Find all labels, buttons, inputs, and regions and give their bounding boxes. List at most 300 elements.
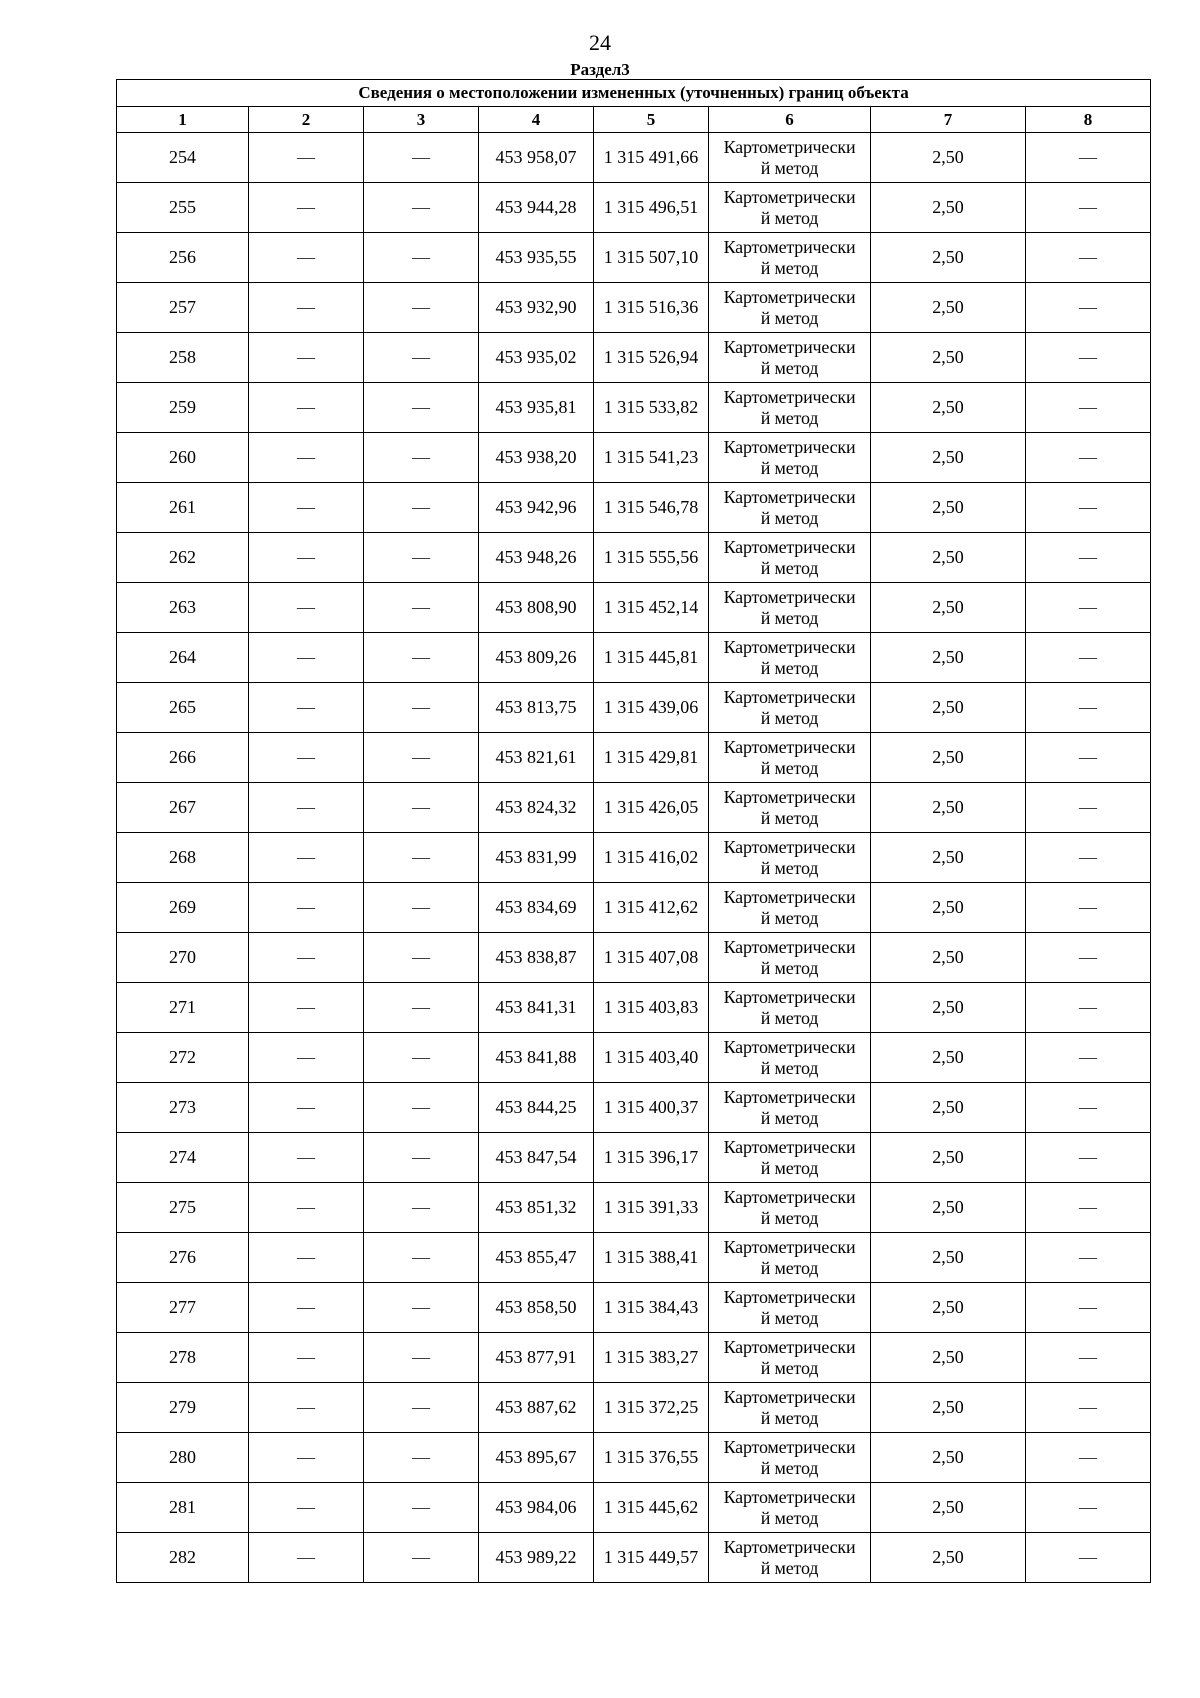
table-row xyxy=(117,1233,1151,1283)
method-line-2: й метод xyxy=(760,1057,819,1078)
accuracy-cell: 2,50 xyxy=(871,1033,1026,1083)
x-coordinate-cell: 453 847,54 xyxy=(479,1133,594,1183)
y-coordinate-cell: 1 315 426,05 xyxy=(594,783,709,833)
y-coordinate-cell: 1 315 400,37 xyxy=(594,1083,709,1133)
point-number-cell: 275 xyxy=(117,1183,249,1233)
method-cell xyxy=(709,583,871,633)
y-coordinate-cell: 1 315 526,94 xyxy=(594,333,709,383)
table-row xyxy=(117,883,1151,933)
method-line-1: Картометрически xyxy=(723,636,856,657)
empty-dash-cell: — xyxy=(1026,1033,1151,1083)
point-number-cell: 258 xyxy=(117,333,249,383)
empty-dash-cell: — xyxy=(249,333,364,383)
x-coordinate-cell: 453 877,91 xyxy=(479,1333,594,1383)
empty-dash-cell: — xyxy=(1026,1083,1151,1133)
table-row xyxy=(117,733,1151,783)
method-cell xyxy=(709,1533,871,1583)
empty-dash-cell: — xyxy=(249,1083,364,1133)
method-line-1: Картометрически xyxy=(723,286,856,307)
point-number-cell: 263 xyxy=(117,583,249,633)
method-line-1: Картометрически xyxy=(723,1086,856,1107)
table-row xyxy=(117,233,1151,283)
empty-dash-cell: — xyxy=(1026,1233,1151,1283)
method-line-1: Картометрически xyxy=(723,1486,856,1507)
empty-dash-cell: — xyxy=(1026,1333,1151,1383)
method-line-2: й метод xyxy=(760,507,819,528)
empty-dash-cell: — xyxy=(249,833,364,883)
empty-dash-cell: — xyxy=(364,233,479,283)
empty-dash-cell: — xyxy=(364,683,479,733)
method-line-2: й метод xyxy=(760,807,819,828)
empty-dash-cell: — xyxy=(249,1433,364,1483)
point-number-cell: 272 xyxy=(117,1033,249,1083)
accuracy-cell: 2,50 xyxy=(871,1133,1026,1183)
empty-dash-cell: — xyxy=(364,833,479,883)
empty-dash-cell: — xyxy=(1026,1383,1151,1433)
empty-dash-cell: — xyxy=(249,733,364,783)
empty-dash-cell: — xyxy=(364,483,479,533)
empty-dash-cell: — xyxy=(1026,983,1151,1033)
empty-dash-cell: — xyxy=(249,483,364,533)
method-line-2: й метод xyxy=(760,207,819,228)
method-cell xyxy=(709,383,871,433)
method-line-2: й метод xyxy=(760,957,819,978)
y-coordinate-cell: 1 315 452,14 xyxy=(594,583,709,633)
table-row xyxy=(117,183,1151,233)
method-cell xyxy=(709,1083,871,1133)
accuracy-cell: 2,50 xyxy=(871,1233,1026,1283)
empty-dash-cell: — xyxy=(364,1483,479,1533)
method-line-2: й метод xyxy=(760,1307,819,1328)
accuracy-cell: 2,50 xyxy=(871,783,1026,833)
method-line-1: Картометрически xyxy=(723,686,856,707)
table-row xyxy=(117,383,1151,433)
x-coordinate-cell: 453 944,28 xyxy=(479,183,594,233)
y-coordinate-cell: 1 315 396,17 xyxy=(594,1133,709,1183)
table-row xyxy=(117,1383,1151,1433)
empty-dash-cell: — xyxy=(1026,533,1151,583)
method-line-2: й метод xyxy=(760,1557,819,1578)
method-line-1: Картометрически xyxy=(723,136,856,157)
point-number-cell: 277 xyxy=(117,1283,249,1333)
method-line-1: Картометрически xyxy=(723,186,856,207)
table-row xyxy=(117,1483,1151,1533)
empty-dash-cell: — xyxy=(364,383,479,433)
method-cell xyxy=(709,233,871,283)
table-row xyxy=(117,583,1151,633)
empty-dash-cell: — xyxy=(364,1433,479,1483)
empty-dash-cell: — xyxy=(1026,733,1151,783)
empty-dash-cell: — xyxy=(364,1233,479,1283)
table-row xyxy=(117,283,1151,333)
table-row xyxy=(117,333,1151,383)
column-header-3: 3 xyxy=(364,107,479,133)
method-cell xyxy=(709,133,871,183)
method-line-2: й метод xyxy=(760,1207,819,1228)
accuracy-cell: 2,50 xyxy=(871,1283,1026,1333)
y-coordinate-cell: 1 315 439,06 xyxy=(594,683,709,733)
method-cell xyxy=(709,283,871,333)
table-row xyxy=(117,1433,1151,1483)
method-line-2: й метод xyxy=(760,1107,819,1128)
empty-dash-cell: — xyxy=(364,633,479,683)
point-number-cell: 267 xyxy=(117,783,249,833)
accuracy-cell: 2,50 xyxy=(871,133,1026,183)
table-row xyxy=(117,1533,1151,1583)
accuracy-cell: 2,50 xyxy=(871,383,1026,433)
method-line-1: Картометрически xyxy=(723,1236,856,1257)
x-coordinate-cell: 453 948,26 xyxy=(479,533,594,583)
method-line-1: Картометрически xyxy=(723,436,856,457)
method-line-1: Картометрически xyxy=(723,1336,856,1357)
x-coordinate-cell: 453 942,96 xyxy=(479,483,594,533)
y-coordinate-cell: 1 315 496,51 xyxy=(594,183,709,233)
table-row xyxy=(117,633,1151,683)
method-line-2: й метод xyxy=(760,757,819,778)
y-coordinate-cell: 1 315 555,56 xyxy=(594,533,709,583)
x-coordinate-cell: 453 938,20 xyxy=(479,433,594,483)
x-coordinate-cell: 453 824,32 xyxy=(479,783,594,833)
empty-dash-cell: — xyxy=(364,1533,479,1583)
method-line-2: й метод xyxy=(760,357,819,378)
point-number-cell: 280 xyxy=(117,1433,249,1483)
column-header-8: 8 xyxy=(1026,107,1151,133)
empty-dash-cell: — xyxy=(364,733,479,783)
method-cell xyxy=(709,983,871,1033)
method-line-1: Картометрически xyxy=(723,486,856,507)
empty-dash-cell: — xyxy=(1026,333,1151,383)
accuracy-cell: 2,50 xyxy=(871,983,1026,1033)
method-line-1: Картометрически xyxy=(723,1436,856,1457)
method-line-1: Картометрически xyxy=(723,536,856,557)
x-coordinate-cell: 453 935,02 xyxy=(479,333,594,383)
column-header-row xyxy=(117,107,1151,133)
boundary-coordinates-table xyxy=(116,79,1151,1583)
point-number-cell: 261 xyxy=(117,483,249,533)
y-coordinate-cell: 1 315 445,62 xyxy=(594,1483,709,1533)
y-coordinate-cell: 1 315 391,33 xyxy=(594,1183,709,1233)
method-line-2: й метод xyxy=(760,557,819,578)
y-coordinate-cell: 1 315 429,81 xyxy=(594,733,709,783)
method-cell xyxy=(709,1183,871,1233)
method-line-1: Картометрически xyxy=(723,986,856,1007)
method-line-2: й метод xyxy=(760,1507,819,1528)
empty-dash-cell: — xyxy=(364,1383,479,1433)
x-coordinate-cell: 453 989,22 xyxy=(479,1533,594,1583)
empty-dash-cell: — xyxy=(364,1133,479,1183)
x-coordinate-cell: 453 841,88 xyxy=(479,1033,594,1083)
method-cell xyxy=(709,933,871,983)
table-row xyxy=(117,1183,1151,1233)
method-cell xyxy=(709,733,871,783)
empty-dash-cell: — xyxy=(364,533,479,583)
method-line-1: Картометрически xyxy=(723,1136,856,1157)
accuracy-cell: 2,50 xyxy=(871,1533,1026,1583)
empty-dash-cell: — xyxy=(1026,433,1151,483)
empty-dash-cell: — xyxy=(364,583,479,633)
x-coordinate-cell: 453 984,06 xyxy=(479,1483,594,1533)
point-number-cell: 276 xyxy=(117,1233,249,1283)
empty-dash-cell: — xyxy=(249,1533,364,1583)
x-coordinate-cell: 453 809,26 xyxy=(479,633,594,683)
method-line-2: й метод xyxy=(760,707,819,728)
method-line-2: й метод xyxy=(760,907,819,928)
empty-dash-cell: — xyxy=(249,883,364,933)
method-cell xyxy=(709,533,871,583)
column-header-1: 1 xyxy=(117,107,249,133)
point-number-cell: 255 xyxy=(117,183,249,233)
column-header-4: 4 xyxy=(479,107,594,133)
accuracy-cell: 2,50 xyxy=(871,633,1026,683)
x-coordinate-cell: 453 935,81 xyxy=(479,383,594,433)
empty-dash-cell: — xyxy=(1026,583,1151,633)
empty-dash-cell: — xyxy=(249,433,364,483)
empty-dash-cell: — xyxy=(364,1033,479,1083)
empty-dash-cell: — xyxy=(364,133,479,183)
empty-dash-cell: — xyxy=(364,433,479,483)
x-coordinate-cell: 453 831,99 xyxy=(479,833,594,883)
table-row xyxy=(117,1133,1151,1183)
method-line-2: й метод xyxy=(760,857,819,878)
accuracy-cell: 2,50 xyxy=(871,433,1026,483)
method-cell xyxy=(709,883,871,933)
method-line-2: й метод xyxy=(760,1007,819,1028)
accuracy-cell: 2,50 xyxy=(871,933,1026,983)
method-line-2: й метод xyxy=(760,1457,819,1478)
empty-dash-cell: — xyxy=(249,133,364,183)
method-line-2: й метод xyxy=(760,1407,819,1428)
method-line-1: Картометрически xyxy=(723,1386,856,1407)
method-line-1: Картометрически xyxy=(723,386,856,407)
table-row xyxy=(117,133,1151,183)
x-coordinate-cell: 453 851,32 xyxy=(479,1183,594,1233)
method-cell xyxy=(709,333,871,383)
x-coordinate-cell: 453 834,69 xyxy=(479,883,594,933)
x-coordinate-cell: 453 855,47 xyxy=(479,1233,594,1283)
y-coordinate-cell: 1 315 546,78 xyxy=(594,483,709,533)
empty-dash-cell: — xyxy=(249,583,364,633)
empty-dash-cell: — xyxy=(249,1483,364,1533)
accuracy-cell: 2,50 xyxy=(871,233,1026,283)
empty-dash-cell: — xyxy=(1026,783,1151,833)
method-cell xyxy=(709,1383,871,1433)
x-coordinate-cell: 453 935,55 xyxy=(479,233,594,283)
empty-dash-cell: — xyxy=(1026,833,1151,883)
method-cell xyxy=(709,483,871,533)
point-number-cell: 259 xyxy=(117,383,249,433)
empty-dash-cell: — xyxy=(364,1283,479,1333)
empty-dash-cell: — xyxy=(1026,183,1151,233)
table-caption: Сведения о местоположении измененных (уточненных) границ объекта xyxy=(117,80,1151,107)
table-row xyxy=(117,1033,1151,1083)
method-cell xyxy=(709,1133,871,1183)
method-line-1: Картометрически xyxy=(723,836,856,857)
empty-dash-cell: — xyxy=(249,533,364,583)
empty-dash-cell: — xyxy=(364,983,479,1033)
table-row xyxy=(117,433,1151,483)
accuracy-cell: 2,50 xyxy=(871,1083,1026,1133)
empty-dash-cell: — xyxy=(364,883,479,933)
empty-dash-cell: — xyxy=(1026,933,1151,983)
empty-dash-cell: — xyxy=(1026,133,1151,183)
table-row xyxy=(117,933,1151,983)
x-coordinate-cell: 453 821,61 xyxy=(479,733,594,783)
y-coordinate-cell: 1 315 403,83 xyxy=(594,983,709,1033)
y-coordinate-cell: 1 315 412,62 xyxy=(594,883,709,933)
method-line-1: Картометрически xyxy=(723,736,856,757)
method-line-1: Картометрически xyxy=(723,886,856,907)
table-row xyxy=(117,483,1151,533)
y-coordinate-cell: 1 315 491,66 xyxy=(594,133,709,183)
point-number-cell: 281 xyxy=(117,1483,249,1533)
empty-dash-cell: — xyxy=(249,933,364,983)
empty-dash-cell: — xyxy=(249,1133,364,1183)
method-cell xyxy=(709,1033,871,1083)
empty-dash-cell: — xyxy=(1026,1433,1151,1483)
accuracy-cell: 2,50 xyxy=(871,1433,1026,1483)
y-coordinate-cell: 1 315 533,82 xyxy=(594,383,709,433)
y-coordinate-cell: 1 315 372,25 xyxy=(594,1383,709,1433)
accuracy-cell: 2,50 xyxy=(871,533,1026,583)
x-coordinate-cell: 453 841,31 xyxy=(479,983,594,1033)
empty-dash-cell: — xyxy=(249,1283,364,1333)
table-row xyxy=(117,983,1151,1033)
method-cell xyxy=(709,1333,871,1383)
table-row xyxy=(117,683,1151,733)
method-line-1: Картометрически xyxy=(723,1536,856,1557)
accuracy-cell: 2,50 xyxy=(871,883,1026,933)
empty-dash-cell: — xyxy=(249,1183,364,1233)
y-coordinate-cell: 1 315 403,40 xyxy=(594,1033,709,1083)
y-coordinate-cell: 1 315 516,36 xyxy=(594,283,709,333)
empty-dash-cell: — xyxy=(1026,633,1151,683)
y-coordinate-cell: 1 315 384,43 xyxy=(594,1283,709,1333)
table-body xyxy=(117,133,1151,1583)
empty-dash-cell: — xyxy=(364,333,479,383)
table-row xyxy=(117,1083,1151,1133)
x-coordinate-cell: 453 858,50 xyxy=(479,1283,594,1333)
method-line-1: Картометрически xyxy=(723,236,856,257)
accuracy-cell: 2,50 xyxy=(871,483,1026,533)
empty-dash-cell: — xyxy=(249,1333,364,1383)
accuracy-cell: 2,50 xyxy=(871,183,1026,233)
empty-dash-cell: — xyxy=(1026,1183,1151,1233)
accuracy-cell: 2,50 xyxy=(871,683,1026,733)
empty-dash-cell: — xyxy=(1026,1483,1151,1533)
method-line-1: Картометрически xyxy=(723,786,856,807)
empty-dash-cell: — xyxy=(249,1033,364,1083)
accuracy-cell: 2,50 xyxy=(871,1383,1026,1433)
empty-dash-cell: — xyxy=(364,283,479,333)
empty-dash-cell: — xyxy=(1026,483,1151,533)
y-coordinate-cell: 1 315 507,10 xyxy=(594,233,709,283)
empty-dash-cell: — xyxy=(249,1383,364,1433)
page-number: 24 xyxy=(589,30,611,55)
empty-dash-cell: — xyxy=(249,233,364,283)
x-coordinate-cell: 453 932,90 xyxy=(479,283,594,333)
method-line-1: Картометрически xyxy=(723,936,856,957)
point-number-cell: 265 xyxy=(117,683,249,733)
empty-dash-cell: — xyxy=(249,183,364,233)
empty-dash-cell: — xyxy=(364,183,479,233)
method-line-2: й метод xyxy=(760,1257,819,1278)
empty-dash-cell: — xyxy=(364,783,479,833)
method-line-2: й метод xyxy=(760,257,819,278)
empty-dash-cell: — xyxy=(249,983,364,1033)
point-number-cell: 264 xyxy=(117,633,249,683)
empty-dash-cell: — xyxy=(1026,1283,1151,1333)
x-coordinate-cell: 453 813,75 xyxy=(479,683,594,733)
point-number-cell: 270 xyxy=(117,933,249,983)
empty-dash-cell: — xyxy=(249,783,364,833)
table-row xyxy=(117,1333,1151,1383)
method-line-1: Картометрически xyxy=(723,336,856,357)
method-line-2: й метод xyxy=(760,307,819,328)
x-coordinate-cell: 453 838,87 xyxy=(479,933,594,983)
column-header-7: 7 xyxy=(871,107,1026,133)
empty-dash-cell: — xyxy=(249,283,364,333)
method-line-2: й метод xyxy=(760,407,819,428)
accuracy-cell: 2,50 xyxy=(871,283,1026,333)
method-cell xyxy=(709,783,871,833)
method-line-2: й метод xyxy=(760,157,819,178)
method-cell xyxy=(709,1433,871,1483)
y-coordinate-cell: 1 315 416,02 xyxy=(594,833,709,883)
y-coordinate-cell: 1 315 407,08 xyxy=(594,933,709,983)
section-title: Раздел3 xyxy=(570,60,630,79)
method-cell xyxy=(709,183,871,233)
empty-dash-cell: — xyxy=(1026,1133,1151,1183)
method-line-1: Картометрически xyxy=(723,1036,856,1057)
point-number-cell: 269 xyxy=(117,883,249,933)
point-number-cell: 260 xyxy=(117,433,249,483)
accuracy-cell: 2,50 xyxy=(871,1333,1026,1383)
method-line-1: Картометрически xyxy=(723,1186,856,1207)
method-line-2: й метод xyxy=(760,1357,819,1378)
empty-dash-cell: — xyxy=(364,933,479,983)
table-row xyxy=(117,1283,1151,1333)
empty-dash-cell: — xyxy=(1026,283,1151,333)
table-row xyxy=(117,783,1151,833)
point-number-cell: 278 xyxy=(117,1333,249,1383)
column-header-6: 6 xyxy=(709,107,871,133)
point-number-cell: 262 xyxy=(117,533,249,583)
empty-dash-cell: — xyxy=(1026,233,1151,283)
empty-dash-cell: — xyxy=(1026,683,1151,733)
empty-dash-cell: — xyxy=(249,633,364,683)
method-cell xyxy=(709,833,871,883)
point-number-cell: 254 xyxy=(117,133,249,183)
x-coordinate-cell: 453 844,25 xyxy=(479,1083,594,1133)
y-coordinate-cell: 1 315 376,55 xyxy=(594,1433,709,1483)
point-number-cell: 274 xyxy=(117,1133,249,1183)
point-number-cell: 257 xyxy=(117,283,249,333)
table-row xyxy=(117,833,1151,883)
method-cell xyxy=(709,683,871,733)
x-coordinate-cell: 453 808,90 xyxy=(479,583,594,633)
accuracy-cell: 2,50 xyxy=(871,1183,1026,1233)
accuracy-cell: 2,50 xyxy=(871,583,1026,633)
accuracy-cell: 2,50 xyxy=(871,1483,1026,1533)
empty-dash-cell: — xyxy=(249,683,364,733)
point-number-cell: 268 xyxy=(117,833,249,883)
accuracy-cell: 2,50 xyxy=(871,733,1026,783)
method-line-2: й метод xyxy=(760,607,819,628)
method-cell xyxy=(709,1483,871,1533)
method-line-1: Картометрически xyxy=(723,1286,856,1307)
table-row xyxy=(117,533,1151,583)
method-cell xyxy=(709,1233,871,1283)
